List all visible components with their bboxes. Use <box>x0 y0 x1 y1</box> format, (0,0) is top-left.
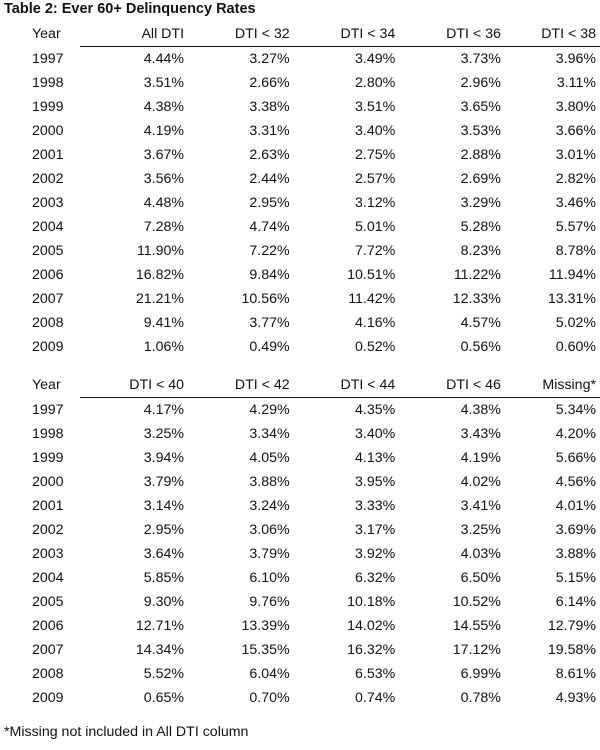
rate-cell: 3.65% <box>460 99 501 115</box>
rate-cell: 3.17% <box>355 522 396 538</box>
rate-cell: 4.38% <box>460 402 501 418</box>
table-row <box>0 614 600 638</box>
rate-cell: 3.88% <box>249 474 290 490</box>
rate-cell: 3.12% <box>355 195 396 211</box>
rate-cell: 3.96% <box>555 51 596 67</box>
rate-cell: 3.25% <box>143 426 185 442</box>
rate-cell: 3.53% <box>460 123 501 139</box>
rate-cell: 3.29% <box>460 195 501 211</box>
rate-cell: 13.31% <box>547 291 596 307</box>
table-row <box>0 215 600 239</box>
rate-cell: 0.78% <box>460 690 501 706</box>
year-cell: 2007 <box>32 642 64 658</box>
table-row <box>0 95 600 119</box>
rate-cell: 2.95% <box>143 522 185 538</box>
rate-cell: 4.19% <box>460 450 501 466</box>
year-cell: 1999 <box>32 450 64 466</box>
rate-cell: 8.23% <box>460 243 501 259</box>
year-cell: 2007 <box>32 291 64 307</box>
rate-cell: 2.66% <box>249 75 290 91</box>
rate-cell: 3.95% <box>355 474 396 490</box>
rate-cell: 3.69% <box>555 522 596 538</box>
rate-cell: 2.96% <box>460 75 501 91</box>
year-cell: 2009 <box>32 339 64 355</box>
year-cell: 2000 <box>32 474 64 490</box>
rate-cell: 4.02% <box>460 474 501 490</box>
rate-cell: 5.52% <box>143 666 185 682</box>
table-row <box>0 470 600 494</box>
rate-cell: 5.66% <box>555 450 596 466</box>
rate-cell: 21.21% <box>135 291 185 307</box>
rate-cell: 10.56% <box>241 291 290 307</box>
rate-cell: 14.55% <box>452 618 501 634</box>
rate-cell: 3.79% <box>249 546 290 562</box>
column-header: DTI < 36 <box>399 22 505 47</box>
rate-cell: 3.49% <box>355 51 396 67</box>
rate-cell: 3.56% <box>143 171 185 187</box>
table-row <box>0 686 600 710</box>
column-header: DTI < 46 <box>399 373 505 398</box>
rate-cell: 0.74% <box>355 690 396 706</box>
rate-cell: 4.29% <box>249 402 290 418</box>
rate-cell: 3.24% <box>249 498 290 514</box>
rate-cell: 6.32% <box>355 570 396 586</box>
footnote: *Missing not included in All DTI column <box>4 724 249 740</box>
rate-cell: 10.52% <box>452 594 501 610</box>
rate-cell: 12.33% <box>452 291 501 307</box>
year-cell: 2002 <box>32 171 64 187</box>
year-cell: 2001 <box>32 147 64 163</box>
rate-cell: 4.01% <box>555 498 596 514</box>
year-cell: 2001 <box>32 498 64 514</box>
year-cell: 2008 <box>32 666 64 682</box>
rate-cell: 6.04% <box>249 666 290 682</box>
rate-cell: 3.94% <box>143 450 185 466</box>
rate-cell: 3.27% <box>249 51 290 67</box>
table-row <box>0 590 600 614</box>
rate-cell: 2.57% <box>355 171 396 187</box>
rate-cell: 6.99% <box>460 666 501 682</box>
year-cell: 2005 <box>32 594 64 610</box>
rate-cell: 2.88% <box>460 147 501 163</box>
rate-cell: 11.42% <box>348 291 396 307</box>
column-header: DTI < 42 <box>188 373 294 398</box>
rate-cell: 15.35% <box>241 642 290 658</box>
rate-cell: 2.63% <box>249 147 290 163</box>
rate-cell: 4.16% <box>355 315 396 331</box>
table-row <box>0 566 600 590</box>
rate-cell: 3.34% <box>249 426 290 442</box>
rate-cell: 11.22% <box>453 267 501 283</box>
rate-cell: 2.82% <box>555 171 596 187</box>
rate-cell: 4.05% <box>249 450 290 466</box>
table-row <box>0 422 600 446</box>
rate-cell: 0.49% <box>249 339 290 355</box>
rate-cell: 2.80% <box>355 75 396 91</box>
rate-cell: 3.88% <box>555 546 596 562</box>
rate-cell: 3.25% <box>460 522 501 538</box>
rate-cell: 2.69% <box>460 171 501 187</box>
rate-cell: 9.41% <box>143 315 185 331</box>
rate-cell: 4.56% <box>555 474 596 490</box>
rate-cell: 4.48% <box>143 195 185 211</box>
table-header-row <box>0 373 600 398</box>
rate-cell: 4.20% <box>555 426 596 442</box>
rate-cell: 4.19% <box>143 123 185 139</box>
rate-cell: 3.40% <box>355 123 396 139</box>
rate-cell: 4.03% <box>460 546 501 562</box>
rate-cell: 3.67% <box>143 147 185 163</box>
rate-cell: 8.61% <box>555 666 596 682</box>
table-row <box>0 311 600 335</box>
rate-cell: 3.31% <box>249 123 290 139</box>
rate-cell: 0.60% <box>555 339 596 355</box>
table-row <box>0 494 600 518</box>
rate-cell: 3.38% <box>249 99 290 115</box>
rate-cell: 5.57% <box>555 219 596 235</box>
rate-cell: 0.70% <box>249 690 290 706</box>
column-header: DTI < 44 <box>294 373 400 398</box>
rate-cell: 6.50% <box>460 570 501 586</box>
rate-cell: 4.93% <box>555 690 596 706</box>
rate-cell: 9.76% <box>249 594 290 610</box>
rate-cell: 4.35% <box>355 402 396 418</box>
table-row <box>0 446 600 470</box>
rate-cell: 10.51% <box>347 267 396 283</box>
year-cell: 2004 <box>32 570 64 586</box>
delinquency-table-part-1 <box>0 22 600 359</box>
year-cell: 2000 <box>32 123 64 139</box>
rate-cell: 4.74% <box>249 219 290 235</box>
year-cell: 2006 <box>32 267 64 283</box>
rate-cell: 3.11% <box>556 75 596 91</box>
rate-cell: 16.82% <box>135 267 185 283</box>
column-header: All DTI <box>80 22 188 47</box>
rate-cell: 4.57% <box>460 315 501 331</box>
table-row <box>0 662 600 686</box>
rate-cell: 5.01% <box>355 219 396 235</box>
table-header-row <box>0 22 600 47</box>
table-row <box>0 119 600 143</box>
rate-cell: 17.12% <box>452 642 501 658</box>
rate-cell: 8.78% <box>555 243 596 259</box>
rate-cell: 5.28% <box>460 219 501 235</box>
rate-cell: 3.80% <box>555 99 596 115</box>
table-row <box>0 47 600 72</box>
rate-cell: 2.95% <box>249 195 290 211</box>
year-cell: 1997 <box>32 401 64 418</box>
table-row <box>0 638 600 662</box>
rate-cell: 6.10% <box>249 570 290 586</box>
rate-cell: 9.30% <box>143 594 185 610</box>
rate-cell: 3.64% <box>143 546 185 562</box>
delinquency-table-part-2 <box>0 373 600 710</box>
year-cell: 2009 <box>32 690 64 706</box>
year-cell: 2006 <box>32 618 64 634</box>
column-header-year: Year <box>32 26 61 43</box>
rate-cell: 4.13% <box>355 450 396 466</box>
year-cell: 2005 <box>32 243 64 259</box>
rate-cell: 3.41% <box>460 498 501 514</box>
rate-cell: 4.44% <box>143 51 185 67</box>
column-header: DTI < 32 <box>188 22 294 47</box>
rate-cell: 3.92% <box>355 546 396 562</box>
rate-cell: 2.75% <box>355 147 396 163</box>
rate-cell: 0.56% <box>460 339 501 355</box>
rate-cell: 11.90% <box>136 243 185 259</box>
rate-cell: 4.38% <box>143 99 185 115</box>
rate-cell: 5.85% <box>143 570 185 586</box>
rate-cell: 14.34% <box>135 642 185 658</box>
rate-cell: 0.52% <box>355 339 396 355</box>
rate-cell: 16.32% <box>347 642 396 658</box>
table-row <box>0 335 600 359</box>
rate-cell: 4.17% <box>143 402 185 418</box>
rate-cell: 5.15% <box>555 570 596 586</box>
rate-cell: 3.33% <box>355 498 396 514</box>
table-row <box>0 191 600 215</box>
year-cell: 2003 <box>32 546 64 562</box>
year-cell: 1998 <box>32 426 64 442</box>
table-row <box>0 518 600 542</box>
rate-cell: 0.65% <box>143 690 185 706</box>
rate-cell: 3.43% <box>460 426 501 442</box>
table-row <box>0 143 600 167</box>
table-row <box>0 398 600 423</box>
rate-cell: 3.51% <box>143 75 185 91</box>
rate-cell: 9.84% <box>249 267 290 283</box>
rate-cell: 13.39% <box>241 618 290 634</box>
year-cell: 2003 <box>32 195 64 211</box>
rate-cell: 1.06% <box>143 339 185 355</box>
rate-cell: 11.94% <box>548 267 596 283</box>
rate-cell: 3.79% <box>143 474 185 490</box>
year-cell: 2008 <box>32 315 64 331</box>
rate-cell: 7.72% <box>355 243 396 259</box>
year-cell: 2002 <box>32 522 64 538</box>
year-cell: 1999 <box>32 99 64 115</box>
year-cell: 2004 <box>32 219 64 235</box>
rate-cell: 12.71% <box>135 618 185 634</box>
table-row <box>0 71 600 95</box>
column-header: DTI < 38 <box>505 22 600 47</box>
rate-cell: 3.14% <box>143 498 185 514</box>
table-row <box>0 542 600 566</box>
rate-cell: 10.18% <box>347 594 396 610</box>
rate-cell: 3.06% <box>249 522 290 538</box>
rate-cell: 3.77% <box>249 315 290 331</box>
rate-cell: 3.46% <box>555 195 596 211</box>
rate-cell: 2.44% <box>249 171 290 187</box>
table-title: Table 2: Ever 60+ Delinquency Rates <box>4 1 256 17</box>
column-header: Missing* <box>505 373 600 398</box>
rate-cell: 3.40% <box>355 426 396 442</box>
rate-cell: 19.58% <box>547 642 596 658</box>
rate-cell: 12.79% <box>547 618 596 634</box>
rate-cell: 7.28% <box>143 219 185 235</box>
year-cell: 1997 <box>32 50 64 67</box>
column-header-year: Year <box>32 377 61 394</box>
rate-cell: 5.02% <box>555 315 596 331</box>
table-row <box>0 263 600 287</box>
table-row <box>0 287 600 311</box>
table-row <box>0 239 600 263</box>
rate-cell: 5.34% <box>555 402 596 418</box>
rate-cell: 6.14% <box>555 594 596 610</box>
rate-cell: 3.01% <box>555 147 596 163</box>
year-cell: 1998 <box>32 75 64 91</box>
rate-cell: 14.02% <box>347 618 396 634</box>
column-header: DTI < 40 <box>80 373 188 398</box>
table-row <box>0 167 600 191</box>
rate-cell: 3.66% <box>555 123 596 139</box>
rate-cell: 7.22% <box>249 243 290 259</box>
column-header: DTI < 34 <box>294 22 400 47</box>
rate-cell: 3.73% <box>460 51 501 67</box>
rate-cell: 3.51% <box>355 99 396 115</box>
rate-cell: 6.53% <box>355 666 396 682</box>
